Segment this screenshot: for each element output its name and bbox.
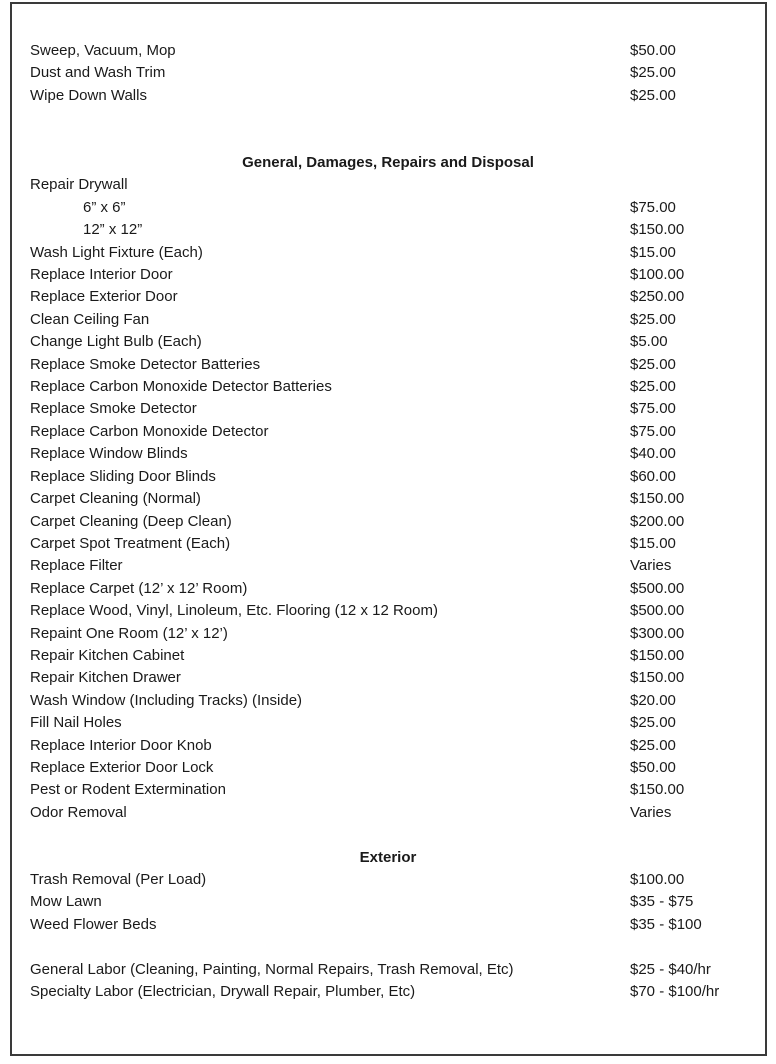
item-price: $35 - $100 bbox=[630, 915, 702, 933]
section-rows bbox=[30, 40, 765, 107]
item-label: Repaint One Room (12’ x 12’) bbox=[30, 624, 228, 642]
item-price: $20.00 bbox=[630, 691, 676, 709]
item-price: $5.00 bbox=[630, 333, 668, 351]
price-row bbox=[30, 286, 765, 308]
item-price: $75.00 bbox=[630, 400, 676, 418]
item-label: Pest or Rodent Extermination bbox=[30, 781, 226, 799]
price-row bbox=[30, 62, 765, 84]
price-section bbox=[30, 959, 765, 1004]
item-label: 6” x 6” bbox=[83, 198, 126, 216]
item-price: $150.00 bbox=[630, 669, 685, 687]
price-row bbox=[30, 331, 765, 353]
item-label: Replace Carbon Monoxide Detector Batteries bbox=[30, 378, 332, 396]
section-rows bbox=[30, 869, 765, 936]
item-label: Replace Interior Door bbox=[30, 266, 173, 284]
item-label: Replace Exterior Door bbox=[30, 288, 178, 306]
price-row bbox=[30, 398, 765, 420]
price-row bbox=[30, 712, 765, 734]
price-row bbox=[30, 779, 765, 801]
item-label: Mow Lawn bbox=[30, 893, 102, 911]
item-label: Replace Wood, Vinyl, Linoleum, Etc. Flooring (12 x 12 Room) bbox=[30, 602, 438, 620]
item-label: Repair Drywall bbox=[30, 176, 128, 194]
price-row bbox=[30, 421, 765, 443]
item-price: $25.00 bbox=[630, 378, 676, 396]
price-list bbox=[12, 4, 765, 1003]
item-price: $75.00 bbox=[630, 198, 676, 216]
section-header: Exterior bbox=[359, 848, 417, 866]
section-header: General, Damages, Repairs and Disposal bbox=[242, 154, 534, 172]
item-label: Replace Carbon Monoxide Detector bbox=[30, 422, 269, 440]
item-price: $25.00 bbox=[630, 736, 676, 754]
item-price: $250.00 bbox=[630, 288, 685, 306]
item-label: Change Light Bulb (Each) bbox=[30, 333, 202, 351]
price-row bbox=[30, 242, 765, 264]
section-rows bbox=[30, 174, 765, 824]
item-price: $500.00 bbox=[630, 579, 685, 597]
item-label: Repair Kitchen Cabinet bbox=[30, 646, 185, 664]
item-label: Trash Removal (Per Load) bbox=[30, 871, 207, 888]
item-price: $40.00 bbox=[630, 445, 676, 463]
item-label: Replace Interior Door Knob bbox=[30, 736, 212, 754]
price-row bbox=[30, 174, 765, 196]
price-row bbox=[30, 197, 765, 219]
price-row bbox=[30, 623, 765, 645]
item-label: Weed Flower Beds bbox=[30, 915, 157, 933]
item-label: Carpet Spot Treatment (Each) bbox=[30, 534, 231, 552]
item-price: $60.00 bbox=[630, 467, 676, 485]
item-label: Wash Light Fixture (Each) bbox=[30, 243, 203, 261]
item-price: $300.00 bbox=[630, 624, 685, 642]
item-price: $70 - $100/hr bbox=[630, 983, 720, 1001]
item-price: $15.00 bbox=[630, 534, 676, 552]
item-label: Wash Window (Including Tracks) (Inside) bbox=[30, 691, 303, 709]
item-label: 12” x 12” bbox=[83, 221, 143, 239]
price-row bbox=[30, 264, 765, 286]
item-label: Dust and Wash Trim bbox=[30, 64, 166, 82]
item-label: Replace Window Blinds bbox=[30, 445, 188, 463]
item-label: Fill Nail Holes bbox=[30, 714, 122, 732]
item-price bbox=[630, 174, 765, 196]
item-label: General Labor (Cleaning, Painting, Normal Repairs, Trash Removal, Etc) bbox=[30, 960, 514, 978]
price-row bbox=[30, 735, 765, 757]
price-row bbox=[30, 690, 765, 712]
price-row bbox=[30, 578, 765, 600]
item-price: $35 - $75 bbox=[630, 893, 694, 911]
item-label: Replace Smoke Detector Batteries bbox=[30, 355, 261, 373]
price-row bbox=[30, 511, 765, 533]
item-price: $50.00 bbox=[630, 758, 676, 776]
item-price: $100.00 bbox=[630, 266, 685, 284]
item-label: Replace Carpet (12’ x 12’ Room) bbox=[30, 579, 248, 597]
item-price: $50.00 bbox=[630, 42, 676, 59]
price-row bbox=[30, 219, 765, 241]
price-row bbox=[30, 85, 765, 107]
price-list-page bbox=[10, 2, 767, 1056]
item-price: $25.00 bbox=[630, 86, 676, 104]
item-price: $25.00 bbox=[630, 310, 676, 328]
item-price: $150.00 bbox=[630, 781, 685, 799]
item-price: Varies bbox=[630, 557, 672, 575]
price-row bbox=[30, 376, 765, 398]
item-price: $25.00 bbox=[630, 355, 676, 373]
item-label: Replace Smoke Detector bbox=[30, 400, 197, 418]
price-row bbox=[30, 802, 765, 824]
item-label: Odor Removal bbox=[30, 803, 127, 821]
price-row bbox=[30, 488, 765, 510]
item-price: $25.00 bbox=[630, 714, 676, 732]
price-row bbox=[30, 959, 765, 981]
item-price: Varies bbox=[630, 803, 672, 821]
item-label: Carpet Cleaning (Normal) bbox=[30, 490, 201, 508]
item-price: $150.00 bbox=[630, 490, 685, 508]
item-label: Repair Kitchen Drawer bbox=[30, 669, 181, 687]
price-section bbox=[30, 847, 765, 937]
item-price: $500.00 bbox=[630, 602, 685, 620]
item-label: Carpet Cleaning (Deep Clean) bbox=[30, 512, 232, 530]
item-label: Sweep, Vacuum, Mop bbox=[30, 42, 176, 59]
item-label: Clean Ceiling Fan bbox=[30, 310, 150, 328]
item-price: $150.00 bbox=[630, 221, 685, 239]
item-label: Replace Filter bbox=[30, 557, 123, 575]
item-price: $150.00 bbox=[630, 646, 685, 664]
item-price: $15.00 bbox=[630, 243, 676, 261]
price-row bbox=[30, 869, 765, 891]
price-row bbox=[30, 757, 765, 779]
price-section bbox=[30, 152, 765, 824]
item-price: $100.00 bbox=[630, 871, 685, 888]
price-row bbox=[30, 891, 765, 913]
price-row bbox=[30, 981, 765, 1003]
item-label: Replace Exterior Door Lock bbox=[30, 758, 214, 776]
price-section bbox=[30, 40, 765, 107]
item-label: Specialty Labor (Electrician, Drywall Repair, Plumber, Etc) bbox=[30, 983, 416, 1001]
price-row bbox=[30, 354, 765, 376]
item-label: Replace Sliding Door Blinds bbox=[30, 467, 216, 485]
price-row bbox=[30, 645, 765, 667]
price-row bbox=[30, 533, 765, 555]
price-row bbox=[30, 466, 765, 488]
price-row bbox=[30, 914, 765, 936]
section-rows bbox=[30, 959, 765, 1004]
price-row bbox=[30, 40, 765, 62]
price-row bbox=[30, 443, 765, 465]
price-row bbox=[30, 667, 765, 689]
price-row bbox=[30, 600, 765, 622]
item-price: $200.00 bbox=[630, 512, 685, 530]
item-price: $25 - $40/hr bbox=[630, 960, 711, 978]
price-row bbox=[30, 309, 765, 331]
price-row bbox=[30, 555, 765, 577]
item-label: Wipe Down Walls bbox=[30, 86, 147, 104]
item-price: $75.00 bbox=[630, 422, 676, 440]
item-price: $25.00 bbox=[630, 64, 676, 82]
